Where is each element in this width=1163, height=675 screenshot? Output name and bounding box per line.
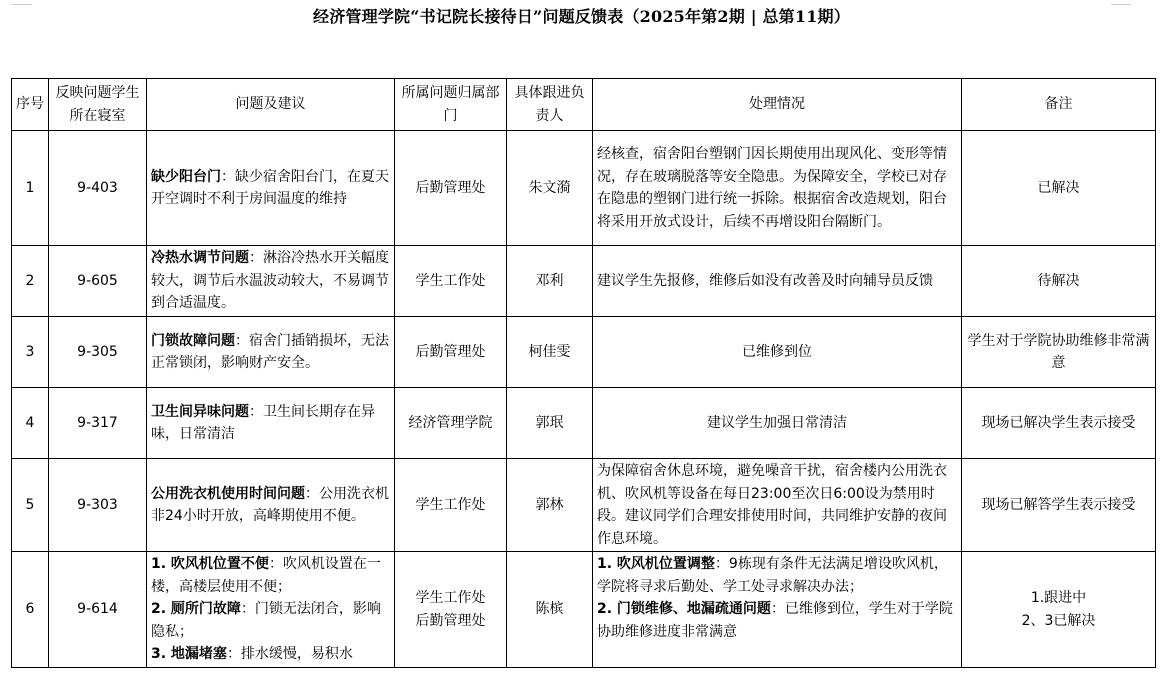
issue-title: 卫生间异味问题: [151, 403, 249, 420]
handling-cell: 建议学生先报修，维修后如没有改善及时向辅导员反馈: [593, 246, 962, 317]
header-issue: 问题及建议: [147, 79, 395, 131]
issue-item-title: 2. 厕所门故障: [151, 601, 241, 617]
handling-cell: 为保障宿舍休息环境，避免噪音干扰，宿舍楼内公用洗衣机、吹风机等设备在每日23:00至次日6:00设为禁用时段。建议同学们合理安排使用时间，共同维护安静的夜间作息环境。: [593, 459, 962, 552]
remark-line: 2、3已解决: [1021, 612, 1096, 629]
header-owner: 具体跟进负责人: [507, 79, 593, 131]
dept-line: 学生工作处: [415, 590, 486, 606]
dorm-cell: 9-305: [49, 317, 147, 388]
header-dorm: 反映问题学生所在寝室: [49, 79, 147, 131]
issue-title: 门锁故障问题: [151, 332, 235, 349]
table-row: [12, 552, 1156, 668]
issue-item-text: ：门锁无法闭合，影响隐私；: [151, 601, 381, 640]
handling-item-title: 1. 吹风机位置调整: [597, 556, 715, 572]
issue-text: ：公用洗衣机非24小时开放，高峰期使用不便。: [151, 485, 389, 524]
dept-cell: 经济管理学院: [395, 388, 507, 459]
header-handling: 处理情况: [593, 79, 962, 131]
remark-cell: 学生对于学院协助维修非常满意: [962, 317, 1156, 388]
issue-item-title: 1. 吹风机位置不便: [151, 556, 269, 572]
header-dept: 所属问题归属部门: [395, 79, 507, 131]
handling-list: [597, 553, 957, 666]
issue-title: 公用洗衣机使用时间问题: [151, 485, 305, 502]
owner-cell: 郭珉: [507, 388, 593, 459]
header-no: 序号: [12, 79, 49, 131]
issue-cell: [147, 131, 395, 246]
issue-item-text: ：吹风机设置在一楼，高楼层使用不便；: [151, 556, 381, 595]
dept-cell: 学生工作处: [395, 246, 507, 317]
dept-line: 后勤管理处: [415, 612, 486, 629]
issue-text: ：缺少宿舍阳台门，在夏天开空调时不利于房间温度的维持: [151, 168, 389, 207]
owner-cell: 柯佳雯: [507, 317, 593, 388]
header-remark: 备注: [962, 79, 1156, 131]
table-row: [12, 459, 1156, 552]
issue-item-title: 3. 地漏堵塞: [151, 646, 227, 662]
table-row: [12, 246, 1156, 317]
issue-text: ：淋浴冷热水开关幅度较大，调节后水温波动较大，不易调节到合适温度。: [151, 250, 389, 312]
table-row: [12, 317, 1156, 388]
remark-cell: 现场已解答学生表示接受: [962, 459, 1156, 552]
issue-item: [151, 598, 390, 643]
issue-text: ：卫生间长期存在异味，日常清洁: [151, 403, 375, 442]
table-row: [12, 388, 1156, 459]
row-number: 3: [12, 317, 49, 388]
dorm-cell: 9-605: [49, 246, 147, 317]
dept-cell: 后勤管理处: [395, 317, 507, 388]
dept-cell: [395, 552, 507, 668]
issue-title: 冷热水调节问题: [151, 250, 249, 267]
issue-cell: [147, 552, 395, 668]
issue-cell: [147, 317, 395, 388]
owner-cell: 郭林: [507, 459, 593, 552]
owner-cell: 朱文漪: [507, 131, 593, 246]
row-number: 5: [12, 459, 49, 552]
issue-cell: [147, 246, 395, 317]
issue-item: [151, 643, 390, 666]
remark-cell: [962, 552, 1156, 668]
handling-cell: 已维修到位: [593, 317, 962, 388]
row-number: 4: [12, 388, 49, 459]
issue-item-text: ：排水缓慢，易积水: [226, 646, 353, 662]
row-number: 2: [12, 246, 49, 317]
issue-cell: [147, 388, 395, 459]
remark-line: 1.跟进中: [1030, 590, 1087, 606]
document-title: 经济管理学院“书记院长接待日”问题反馈表（2025年第2期 | 总第11期）: [313, 7, 850, 26]
dorm-cell: 9-614: [49, 552, 147, 668]
dorm-cell: 9-403: [49, 131, 147, 246]
issue-item: [151, 553, 390, 598]
dorm-cell: 9-317: [49, 388, 147, 459]
dept-cell: 后勤管理处: [395, 131, 507, 246]
handling-item-text: ：9栋现有条件无法满足增设吹风机，学院将寻求后勤处、学工处寻求解决办法；: [597, 556, 948, 595]
remark-cell: 待解决: [962, 246, 1156, 317]
handling-item: [597, 598, 957, 643]
issue-title: 缺少阳台门: [151, 168, 221, 185]
feedback-table: [11, 78, 1156, 668]
row-number: 1: [12, 131, 49, 246]
owner-cell: 陈槟: [507, 552, 593, 668]
table-header-row: [12, 79, 1156, 131]
handling-cell: [593, 552, 962, 668]
issue-cell: [147, 459, 395, 552]
handling-item-title: 2. 门锁维修、地漏疏通问题: [597, 601, 771, 617]
issue-text: ：宿舍门插销损坏，无法正常锁闭，影响财产安全。: [151, 332, 389, 371]
row-number: 6: [12, 552, 49, 668]
handling-item: [597, 553, 957, 598]
remark-cell: 已解决: [962, 131, 1156, 246]
issue-list: [151, 553, 390, 666]
handling-cell: 建议学生加强日常清洁: [593, 388, 962, 459]
table-row: [12, 131, 1156, 246]
dept-cell: 学生工作处: [395, 459, 507, 552]
handling-cell: 经核查，宿舍阳台塑钢门因长期使用出现风化、变形等情况，存在玻璃脱落等安全隐患。为保障安全，学校已对存在隐患的塑钢门进行统一拆除。根据宿舍改造规划，阳台将采用开放式设计，后续不再增设阳台隔断门。: [593, 131, 962, 246]
dorm-cell: 9-303: [49, 459, 147, 552]
handling-item-text: ：已维修到位，学生对于学院协助维修进度非常满意: [597, 601, 953, 640]
owner-cell: 邓利: [507, 246, 593, 317]
remark-cell: 现场已解决学生表示接受: [962, 388, 1156, 459]
